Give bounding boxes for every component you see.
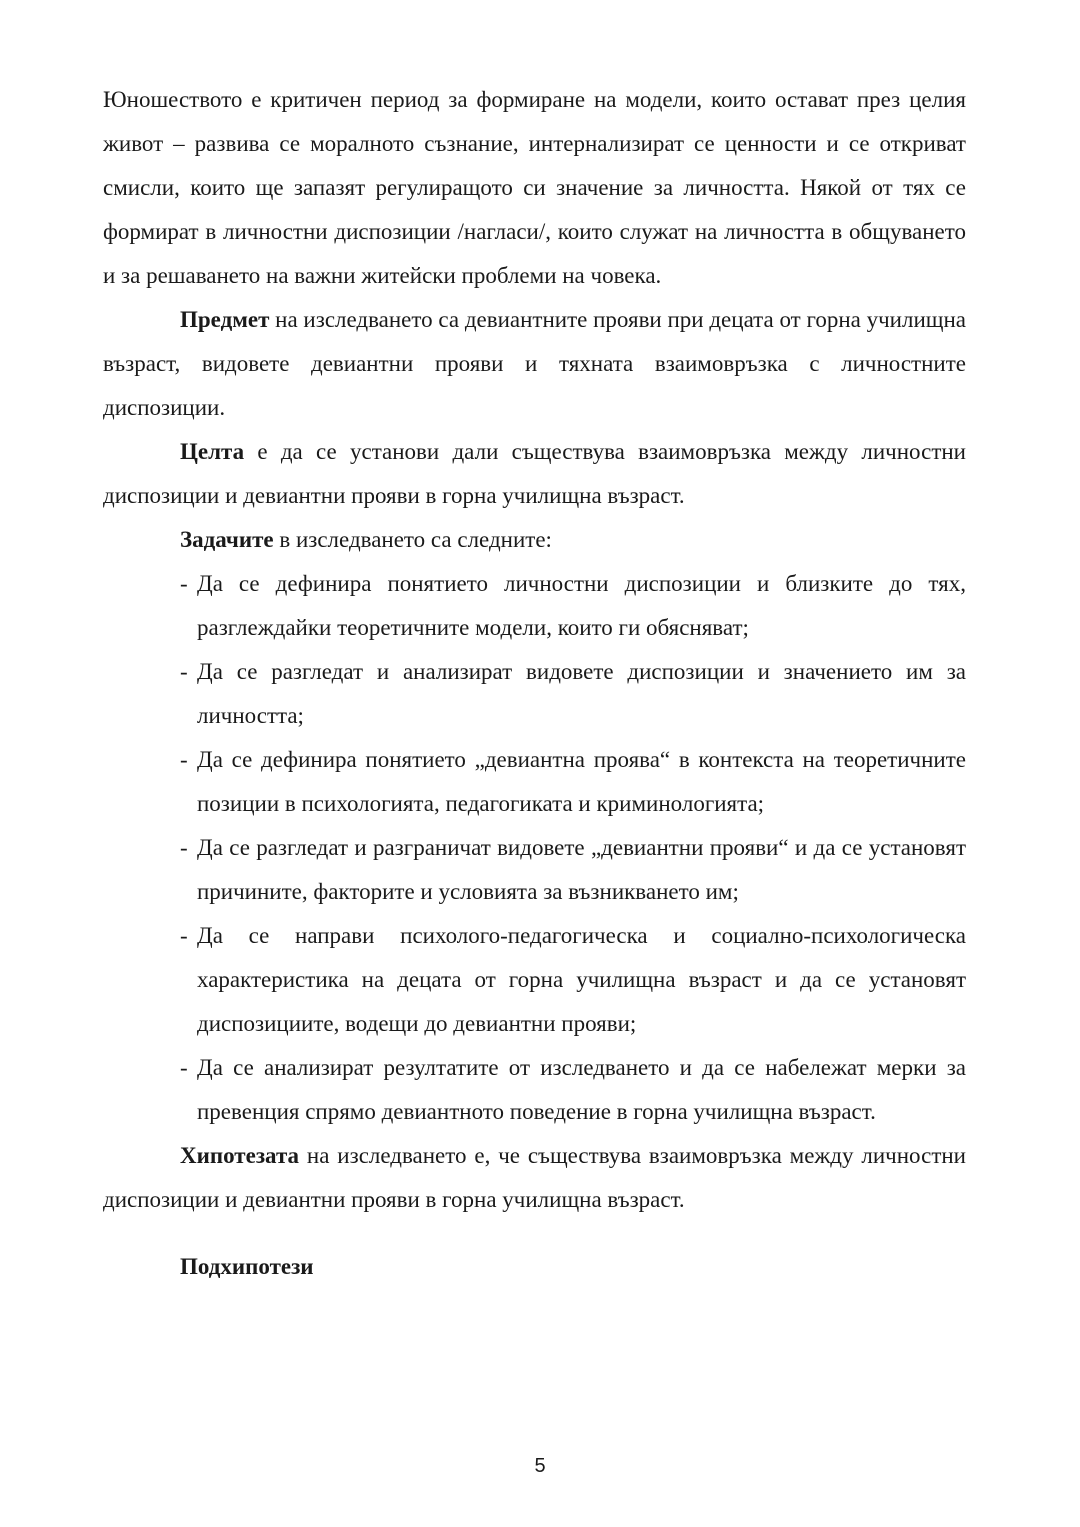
subject-text: на изследването са девиантните прояви при децата от горна училищна възраст, видовете девиантни прояви и тяхната взаимовръзка с личностните диспозиции.: [103, 307, 966, 420]
hypothesis-label: Хипотезата: [180, 1143, 300, 1168]
tasks-text: в изследването са следните:: [273, 527, 552, 552]
subject-paragraph: [103, 298, 966, 430]
goal-paragraph: [103, 430, 966, 518]
list-item: - Да се направи психолого-педагогическа и социално-психологическа характеристика на децата от горна училищна възраст и да се установят диспозициите, водещи до девиантни прояви;: [180, 914, 966, 1046]
list-item: - Да се дефинира понятието „девиантна проява“ в контекста на теоретичните позиции в психологията, педагогиката и криминологията;: [180, 738, 966, 826]
list-item: - Да се дефинира понятието личностни диспозиции и близките до тях, разглеждайки теоретичните модели, които ги обясняват;: [180, 562, 966, 650]
subhypotheses-heading: [103, 1245, 966, 1289]
goal-label: Целта: [180, 439, 245, 464]
page-number: 5: [534, 1455, 546, 1477]
subhypotheses-label: Подхипотези: [180, 1254, 314, 1279]
subject-label: Предмет: [180, 307, 270, 332]
hypothesis-text: на изследването е, че съществува взаимовръзка между личностни диспозиции и девиантни прояви в горна училищна възраст.: [103, 1143, 966, 1212]
list-item: - Да се разгледат и разграничат видовете „девиантни прояви“ и да се установят причините, факторите и условията за възникването им;: [180, 826, 966, 914]
intro-paragraph: Юношеството е критичен период за формиране на модели, които остават през целия живот – развива се моралното съзнание, интернализират се ценности и се откриват смисли, които ще запазят регулиращото си значение за личността. Някой от тях се формират в личностни диспозиции /нагласи/, които служат на личността в общуването и за решаването на важни житейски проблеми на човека.: [103, 87, 966, 288]
body-text: [103, 78, 966, 1289]
list-item: - Да се анализират резултатите от изследването и да се набележат мерки за превенция спрямо девиантното поведение в горна училищна възраст.: [180, 1046, 966, 1134]
goal-text: е да се установи дали съществува взаимовръзка между личностни диспозиции и девиантни прояви в горна училищна възраст.: [103, 439, 966, 508]
list-item: - Да се разгледат и анализират видовете диспозиции и значението им за личността;: [180, 650, 966, 738]
hypothesis-paragraph: [103, 1134, 966, 1222]
tasks-list: [103, 562, 966, 1134]
tasks-intro: [103, 518, 966, 562]
tasks-label: Задачите: [180, 527, 274, 552]
